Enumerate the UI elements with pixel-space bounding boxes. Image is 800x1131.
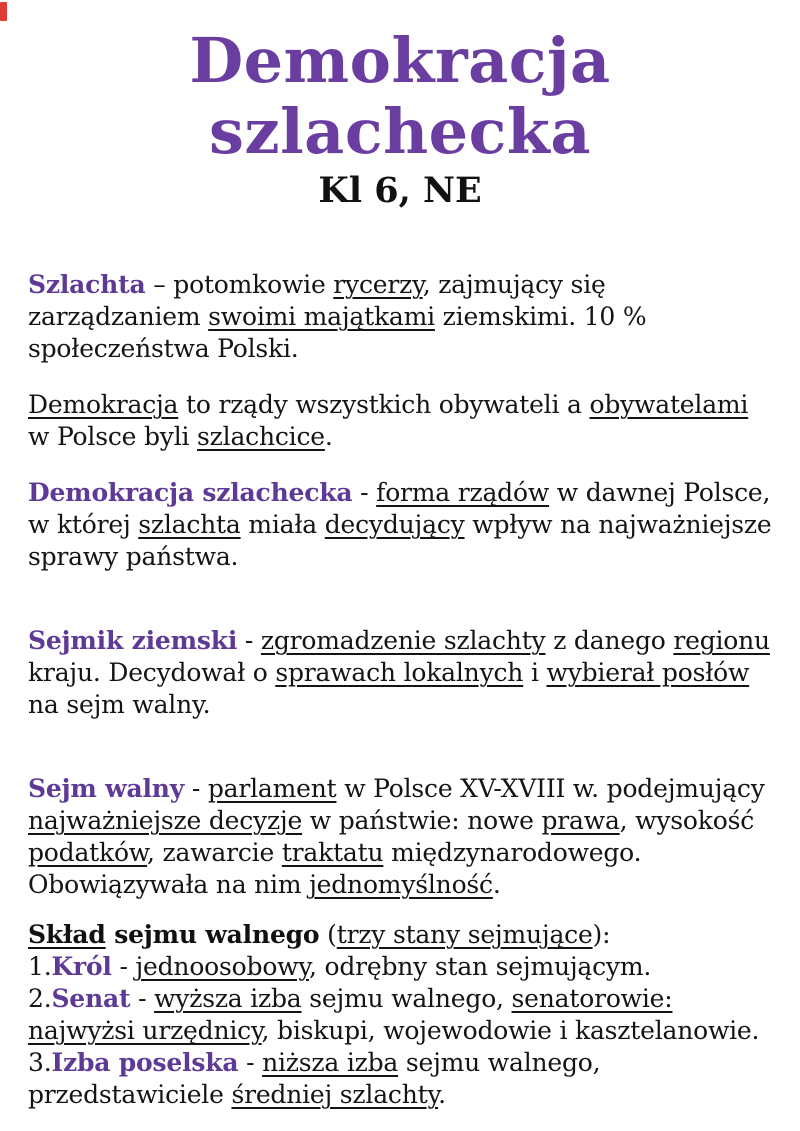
body-text-run: z danego bbox=[545, 626, 674, 656]
body-text-run: , wysokość bbox=[619, 806, 755, 836]
term-highlight: Król bbox=[51, 952, 112, 982]
paragraph-line bbox=[28, 773, 772, 869]
body-text-run: i bbox=[523, 658, 547, 688]
paragraph-line bbox=[28, 1047, 772, 1111]
body-text-run: wpływ na najważniejsze sprawy państwa. bbox=[28, 510, 772, 572]
paragraph-line bbox=[28, 983, 772, 1047]
body-text-run: ): bbox=[592, 920, 611, 950]
body-text-run: miała bbox=[240, 510, 325, 540]
body-text-run: w dawnej Polsce, w której bbox=[28, 478, 771, 540]
body-text-run: sejmu walnego, bbox=[301, 984, 512, 1014]
paragraph bbox=[28, 919, 772, 1111]
underlined-text: senatorowie: bbox=[511, 984, 673, 1014]
body-text-run: . bbox=[438, 1080, 446, 1110]
page-subtitle: Kl 6, NE bbox=[318, 170, 482, 212]
underlined-text: prawa bbox=[541, 806, 620, 836]
paragraph bbox=[28, 389, 772, 453]
bold-text-run: sejmu walnego bbox=[105, 920, 320, 950]
paragraph-line bbox=[28, 951, 772, 983]
body-text-run: - bbox=[352, 478, 377, 508]
body-text-run: sejmu walnego, przedstawiciele bbox=[28, 1048, 601, 1110]
paragraph bbox=[28, 269, 772, 365]
underlined-text: wybierał posłów bbox=[546, 658, 750, 688]
underlined-text: najwyżsi urzędnicy bbox=[28, 1016, 262, 1046]
body-text-run: , zawarcie bbox=[147, 838, 282, 868]
underlined-text: najważniejsze decyzje bbox=[28, 806, 303, 836]
underlined-text: jednomyślność bbox=[309, 870, 493, 900]
paragraph bbox=[28, 477, 772, 573]
bold-underlined-text: Skład bbox=[28, 920, 106, 950]
underlined-text: niższa izba bbox=[262, 1048, 399, 1078]
body-text-run: to rządy wszystkich obywateli a bbox=[178, 390, 590, 420]
body-text-run: . bbox=[492, 870, 501, 900]
body-text-run: Obowiązywała na nim bbox=[28, 870, 310, 900]
underlined-text: rycerzy bbox=[333, 270, 423, 300]
underlined-text: wyższa izba bbox=[154, 984, 302, 1014]
body-text-run: , biskupi, wojewodowie i kasztelanowie. bbox=[261, 1016, 760, 1046]
underlined-text: forma rządów bbox=[376, 478, 550, 508]
document-header bbox=[0, 0, 800, 211]
paragraph-line bbox=[28, 389, 772, 453]
term-highlight: Demokracja szlachecka bbox=[28, 478, 353, 508]
underlined-text: zgromadzenie szlachty bbox=[260, 626, 546, 656]
body-text-run: na sejm walny. bbox=[28, 690, 211, 720]
body-text-run: - bbox=[237, 626, 261, 656]
underlined-text: swoimi majątkami bbox=[208, 302, 435, 332]
body-text-run: – potomkowie bbox=[145, 270, 334, 300]
paragraph-line bbox=[28, 919, 772, 951]
underlined-text: szlachta bbox=[138, 510, 241, 540]
body-text-run: w Polsce XV-XVIII w. podejmujący bbox=[336, 774, 765, 804]
body-text-run: ziemskimi. 10 % społeczeństwa Polski. bbox=[28, 302, 647, 364]
body-text-run: ( bbox=[319, 920, 337, 950]
term-highlight: Sejm walny bbox=[28, 774, 185, 804]
body-text-run: 3. bbox=[28, 1048, 52, 1078]
body-text-run: kraju. Decydował o bbox=[28, 658, 276, 688]
document-body bbox=[0, 269, 800, 1111]
body-text-run: 1. bbox=[28, 952, 52, 982]
body-text-run: . bbox=[324, 422, 333, 452]
underlined-text: jednoosobowy bbox=[135, 952, 309, 982]
paragraph-line bbox=[28, 477, 772, 573]
term-highlight: Izba poselska bbox=[51, 1048, 239, 1078]
underlined-text: Demokracja bbox=[28, 390, 179, 420]
underlined-text: sprawach lokalnych bbox=[275, 658, 524, 688]
body-text-run: - bbox=[130, 984, 155, 1014]
red-pen-mark-icon bbox=[0, 2, 7, 21]
underlined-text: regionu bbox=[673, 626, 770, 656]
body-text-run: - bbox=[184, 774, 208, 804]
paragraph-line bbox=[28, 625, 772, 721]
body-text-run: , odrębny stan sejmującym. bbox=[308, 952, 652, 982]
paragraph bbox=[28, 773, 772, 901]
underlined-text: średniej szlachty bbox=[231, 1080, 439, 1110]
paragraph-line bbox=[28, 869, 772, 901]
underlined-text: decydujący bbox=[324, 510, 465, 540]
body-text-run: w Polsce byli bbox=[28, 422, 198, 452]
underlined-text: traktatu bbox=[281, 838, 384, 868]
page-title bbox=[0, 26, 800, 167]
underlined-text: parlament bbox=[207, 774, 337, 804]
page-title-line-1: Demokracja bbox=[189, 24, 611, 97]
term-highlight: Szlachta bbox=[28, 270, 146, 300]
term-highlight: Senat bbox=[51, 984, 131, 1014]
body-text-run: - bbox=[238, 1048, 263, 1078]
body-text-run: - bbox=[111, 952, 136, 982]
paragraph-line bbox=[28, 269, 772, 365]
term-highlight: Sejmik ziemski bbox=[28, 626, 238, 656]
body-text-run: 2. bbox=[28, 984, 52, 1014]
underlined-text: trzy stany sejmujące bbox=[336, 920, 593, 950]
body-text-run: , zajmujący się zarządzaniem bbox=[28, 270, 606, 332]
page-title-line-2: szlachecka bbox=[209, 94, 591, 168]
underlined-text: szlachcice bbox=[197, 422, 325, 452]
body-text-run: w państwie: nowe bbox=[302, 806, 542, 836]
body-text-run: międzynarodowego. bbox=[383, 838, 642, 868]
underlined-text: obywatelami bbox=[589, 390, 749, 420]
paragraph bbox=[28, 625, 772, 721]
underlined-text: podatków bbox=[28, 838, 148, 868]
